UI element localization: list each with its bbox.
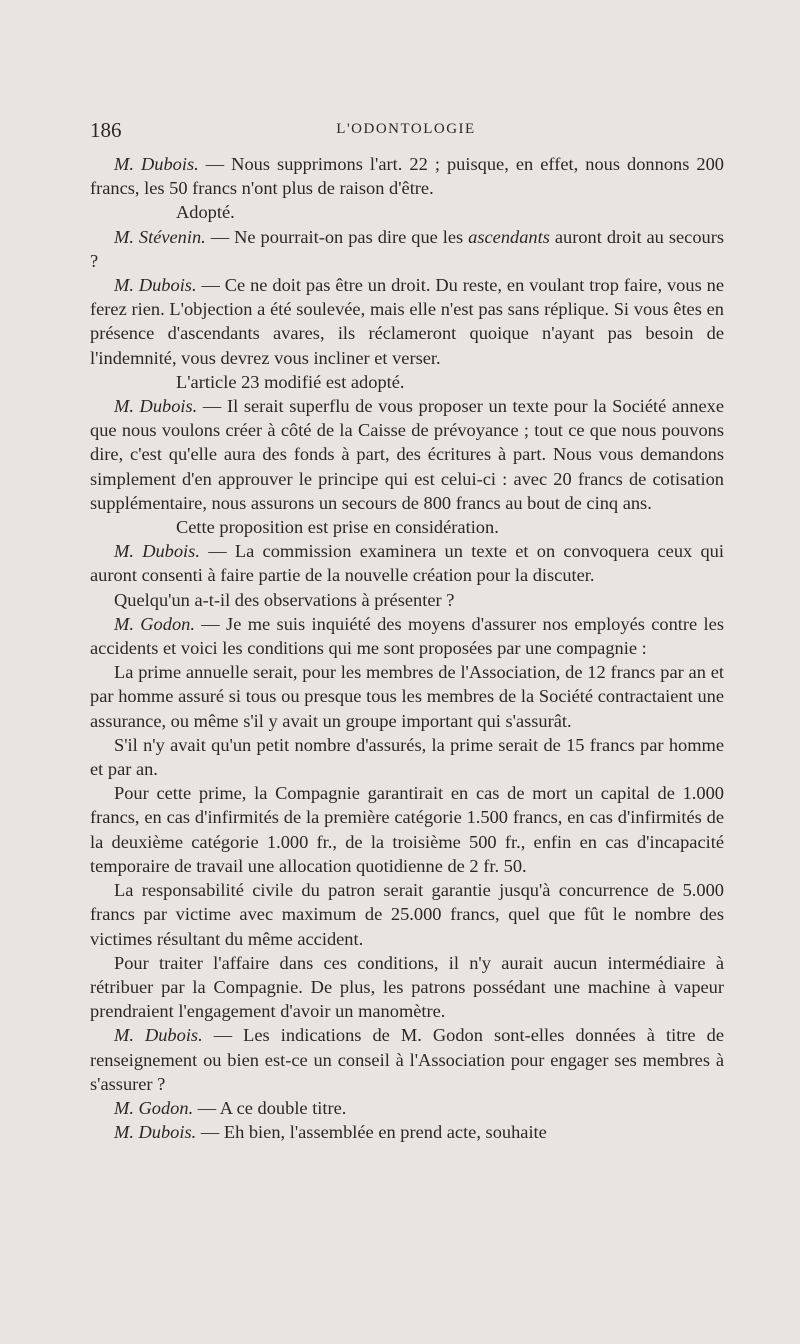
paragraph: La prime annuelle serait, pour les membres de l'Association, de 12 francs par an et par homme assuré si tous ou presque tous les membres de la Société contractaient une assurance, ou même s'il y avait un groupe important qui s'assurât. (90, 662, 724, 731)
body-text (90, 152, 724, 1144)
paragraph-text: — Ne pourrait-on pas dire que les (205, 226, 469, 247)
paragraph: Pour traiter l'affaire dans ces conditions, il n'y aurait aucun intermédiaire à rétribuer par la Compagnie. De plus, les patrons possédant une machine à vapeur prendraient l'engagement d'avoir un manomètre. (90, 952, 724, 1022)
paragraph: Pour cette prime, la Compagnie garantirait en cas de mort un capital de 1.000 francs, en cas d'infirmités de la première catégorie 1.500 francs, en cas d'infirmités de la deuxième catégorie 1.000 fr., de la troisième 500 fr., enfin en cas d'incapacité temporaire de travail une allocation quotidienne de 2 fr. 50. (90, 783, 724, 876)
paragraph-text: — La commission examinera un texte et on convoquera ceux qui auront consenti à faire partie de la nouvelle création pour la discuter. (90, 541, 724, 586)
speaker-name: M. Dubois. (114, 396, 198, 417)
paragraph (90, 1023, 724, 1096)
paragraph-text: — Nous supprimons l'art. 22 ; puisque, en effet, nous donnons 200 francs, les 50 francs n'ont plus de raison d'être. (90, 154, 724, 199)
running-title: L'ODONTOLOGIE (336, 121, 476, 137)
paragraph: S'il n'y avait qu'un petit nombre d'assurés, la prime serait de 15 francs par homme et par an. (90, 734, 724, 780)
paragraph-text: — A ce double titre. (193, 1097, 347, 1118)
paragraph: Quelqu'un a-t-il des observations à présenter ? (114, 589, 455, 610)
speaker-name: M. Stévenin. (114, 226, 206, 247)
speaker-name: M. Dubois. (114, 154, 199, 174)
paragraph-text: auront droit au secours ? (90, 226, 725, 271)
paragraph (90, 394, 724, 515)
paragraph (90, 539, 724, 587)
paragraph-text: — Ce ne doit pas être un droit. Du reste, en voulant trop faire, vous ne ferez rien. L'objection a été soulevée, mais elle n'est pas sans réplique. Si vous êtes en présence d'ascendants avares, ils réclameront quoique n'ayant pas besoin de l'indemnité, vous devrez vous incliner et verser. (90, 275, 724, 368)
page-header (90, 118, 722, 144)
speaker-name: M. Godon. (114, 613, 195, 634)
paragraph (90, 1120, 724, 1144)
speaker-name: M. Dubois. (114, 1122, 197, 1143)
speaker-name: M. Godon. (114, 1097, 194, 1118)
paragraph-text: — Les indications de M. Godon sont-elles données à titre de renseignement ou bien est-ce un conseil à l'Association pour engager ses membres à s'assurer ? (90, 1025, 724, 1094)
speaker-name: M. Dubois. (114, 1025, 203, 1046)
paragraph (90, 273, 724, 370)
paragraph (90, 1096, 724, 1120)
paragraph-text: — Il serait superflu de vous proposer un texte pour la Société annexe que nous voulons créer à côté de la Caisse de prévoyance ; tout ce que nous pouvons dire, c'est qu'elle aura des fonds à part, des écritures à part. Nous vous demandons simplement d'en approuver le principe qui est celui-ci : avec 20 francs de cotisation supplémentaire, nous assurons un secours de 800 francs au bout de cinq ans. (90, 396, 725, 513)
speaker-name: M. Dubois. (114, 275, 197, 296)
paragraph (90, 225, 724, 273)
speaker-name: M. Dubois. (114, 541, 200, 562)
paragraph: La responsabilité civile du patron serait garantie jusqu'à concurrence de 5.000 francs par victime avec maximum de 25.000 francs, quel que fût le nombre des victimes résultant du même accident. (90, 880, 724, 949)
paragraph (90, 152, 724, 200)
page-number: 186 (90, 118, 122, 142)
decision-line: Adopté. (176, 202, 235, 223)
decision-line: Cette proposition est prise en considération. (176, 517, 499, 538)
emphasis-text: ascendants (468, 226, 550, 247)
decision-line: L'article 23 modifié est adopté. (176, 371, 405, 392)
paragraph (90, 612, 724, 660)
paragraph-text: — Je me suis inquiété des moyens d'assurer nos employés contre les accidents et voici les conditions qui me sont proposées par une compagnie : (90, 613, 724, 659)
paragraph-text: — Eh bien, l'assemblée en prend acte, souhaite (196, 1122, 547, 1143)
